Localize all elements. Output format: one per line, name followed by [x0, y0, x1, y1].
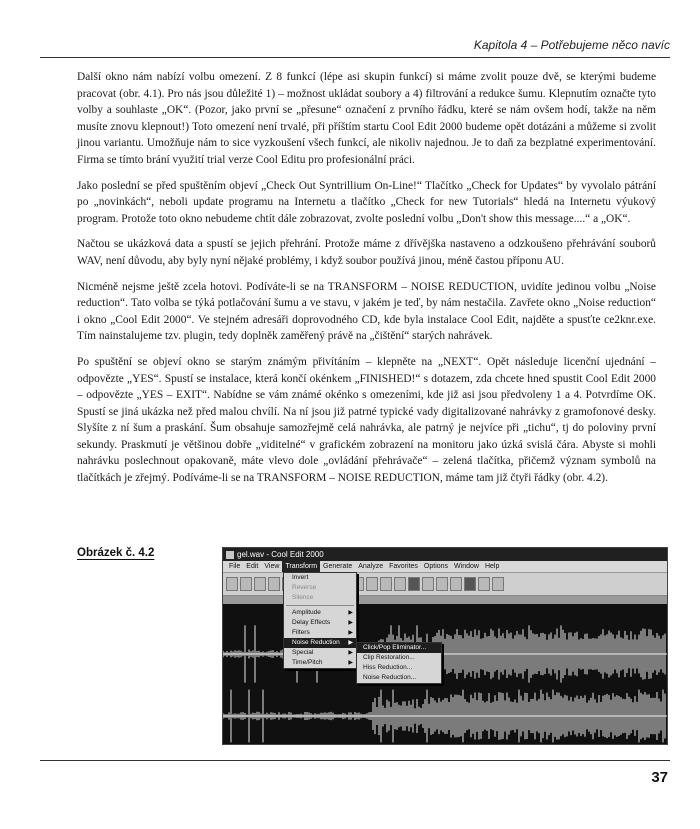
header-rule: [40, 57, 670, 58]
menu-item-label: Reverse: [292, 584, 317, 591]
menu-item: [284, 573, 356, 583]
menu-item: [284, 608, 356, 618]
menu-options: Options: [423, 563, 449, 570]
window-title: gel.wav - Cool Edit 2000: [237, 550, 324, 559]
paragraph: Načtou se ukázková data a spustí se jejich přehrání. Protože máme z dřívějška nastaveno a odzkoušeno přehrávání souborů WAV, není důvodu, aby byly nyní nějaké problémy, i když soubor používá jinou, méně častou příponu AU.: [77, 238, 656, 267]
submenu-item: Click/Pop Eliminator...: [357, 643, 441, 653]
submenu-arrow-icon: ▶: [348, 650, 353, 656]
toolbar-button: [394, 577, 406, 591]
toolbar-button: [240, 577, 252, 591]
menu-file: File: [229, 563, 241, 570]
toolbar-button: [254, 577, 266, 591]
submenu-arrow-icon: ▶: [348, 630, 353, 636]
toolbar-button: [436, 577, 448, 591]
toolbar-button: [268, 577, 280, 591]
toolbar-button: [408, 577, 420, 591]
menu-analyze: Analyze: [358, 563, 384, 570]
menu-item-label: Silence: [292, 594, 314, 601]
menu-help: Help: [484, 563, 500, 570]
menu-view: View: [264, 563, 280, 570]
menu-item-label: Delay Effects: [292, 619, 331, 626]
paragraph: Nicméně nejsme ještě zcela hotovi. Podíváte-li se na TRANSFORM – NOISE REDUCTION, uvidíte jedinou volbu „Noise reduction“. Tato volba se týká potlačování šumu a ve stavu, v jakém je teď, by nám nestačila. Zavřete okno „Noise reduction“ i okno „Cool Edit 2000“. Ve stejném adresáři doprovodného CD, kde byla instalace Cool Edit, najděte a spusťte ce2knr.exe. Tím nainstalujeme tzv. plugin, tedy doplněk zaměřený právě na „čištění“ starých nahrávek.: [77, 280, 656, 343]
paragraph: Další okno nám nabízí volbu omezení. Z 8 funkcí (lépe asi skupin funkcí) si máme zvolit pouze dvě, se kterými budeme pracovat (obr. 4.1). Pro nás jsou důležité 1) – možnost ukládat soubory a 4) filtrování a redukce šumu. Klepnutím označte tyto volby a souhlaste „OK“. (Pozor, jako první se „přesune“ označení z prvního řádku, které se nám ovšem hodí, takže na něm musíte znovu klepnout!) Toto omezení není trvalé, při příštím startu Cool Edit 2000 budeme opět dotázáni a můžeme si zvolit jinou variantu. Umožňuje nám to sice vyzkoušení všech funkcí, ale nikoliv najednou. Je to daň za bezplatné experimentování. Firma se tímto brání využití trial verze Cool Editu pro profesionální práci.: [77, 71, 656, 166]
menu-item-label: Special: [292, 649, 314, 656]
submenu-item: Noise Reduction...: [363, 674, 417, 681]
paragraph: Po spuštění se objeví okno se starým známým přivítáním – klepněte na „NEXT“. Opět následuje licenční ujednání – odpovězte „YES“. Spustí se instalace, která končí okénkem „FINISHED!“ s dotazem, zda chcete hned spustit Cool Edit 2000 – odpovězte „YES – EXIT“. Nabídne se vám známé okénko s omezeními, kde již asi jsou předvoleny 1 a 4. Potvrdíme OK. Spustí se jiná ukázka než před malou chvílí. Na ní jsou již patrné typické vady digitalizované nahrávky z gramofonové desky. Slyšíte z ní šum a praskání. Šum obsahuje samozřejmě celá nahrávka, ale patrný je nejvíce při „tichu“, tj do poloviny první sekundy. Praskmutí je většinou dobře „viditelné“ v grafickém zobrazení na monitoru jako úzká svislá čára. Abyste si mohli nahrávku poslechnout opakovaně, máte vlevo dole „ovládání přehrávače“ – zelená tlačítka, přičemž význam symbolů na tlačítkách je zřejmý. Podíváme-li se na TRANSFORM – NOISE REDUCTION, máme tam již čtyři řádky (obr. 4.2).: [77, 355, 656, 485]
toolbar-button: [226, 577, 238, 591]
menu-item: [284, 593, 356, 603]
menu-item: [284, 628, 356, 638]
menu-item: [284, 618, 356, 628]
menu-favorites: Favorites: [389, 563, 418, 570]
menu-item-label: Invert: [292, 574, 309, 581]
menu-item-label: Time/Pitch: [292, 659, 323, 666]
submenu-arrow-icon: ▶: [348, 640, 353, 646]
toolbar-button: [492, 577, 504, 591]
figure-caption: Obrázek č. 4.2: [77, 547, 155, 559]
paragraph: Jako poslední se před spuštěním objeví „Check Out Syntrillium On-Line!“ Tlačítko „Check for Updates“ by vyvolalo pátrání po „novinkách“, neboli update programu na Internetu a tlačítko „Check for new Tutorials“ hledá na Internetu výukový program. Protože toto okno nebudeme chtít dále zobrazovat, zvolte poslední volbu „Don't show this message....“ a „OK“.: [77, 179, 656, 225]
menu-item-label: Filters: [292, 629, 310, 636]
footer-rule: [40, 760, 670, 761]
menu-separator: [286, 605, 354, 606]
menu-edit: Edit: [246, 563, 259, 570]
menu-item-label: Noise Reduction: [292, 639, 340, 646]
submenu-arrow-icon: ▶: [348, 610, 353, 616]
app-icon: [226, 551, 234, 559]
toolbar-button: [450, 577, 462, 591]
toolbar-button: [464, 577, 476, 591]
transform-menu: [283, 572, 357, 669]
submenu-arrow-icon: ▶: [348, 620, 353, 626]
submenu-item: Hiss Reduction...: [363, 664, 413, 671]
menu-generate: Generate: [323, 563, 353, 570]
menu-item: [284, 638, 356, 648]
menu-item: [284, 583, 356, 593]
toolbar-button: [366, 577, 378, 591]
toolbar-button: [422, 577, 434, 591]
menu-item: [284, 658, 356, 668]
menu-item: [284, 648, 356, 658]
figure-screenshot: [222, 547, 668, 745]
menu-window: Window: [454, 563, 479, 570]
submenu-item: Clip Restoration...: [363, 654, 415, 661]
body-text: [77, 69, 656, 496]
window-titlebar: [223, 548, 667, 561]
toolbar-button: [380, 577, 392, 591]
toolbar-button: [478, 577, 490, 591]
submenu-arrow-icon: ▶: [348, 660, 353, 666]
noise-reduction-submenu: [356, 642, 442, 684]
page-number: 37: [651, 769, 668, 786]
menu-item-label: Amplitude: [292, 609, 321, 616]
running-header: Kapitola 4 – Potřebujeme něco navíc: [473, 38, 670, 52]
menu-transform: Transform: [282, 561, 320, 572]
